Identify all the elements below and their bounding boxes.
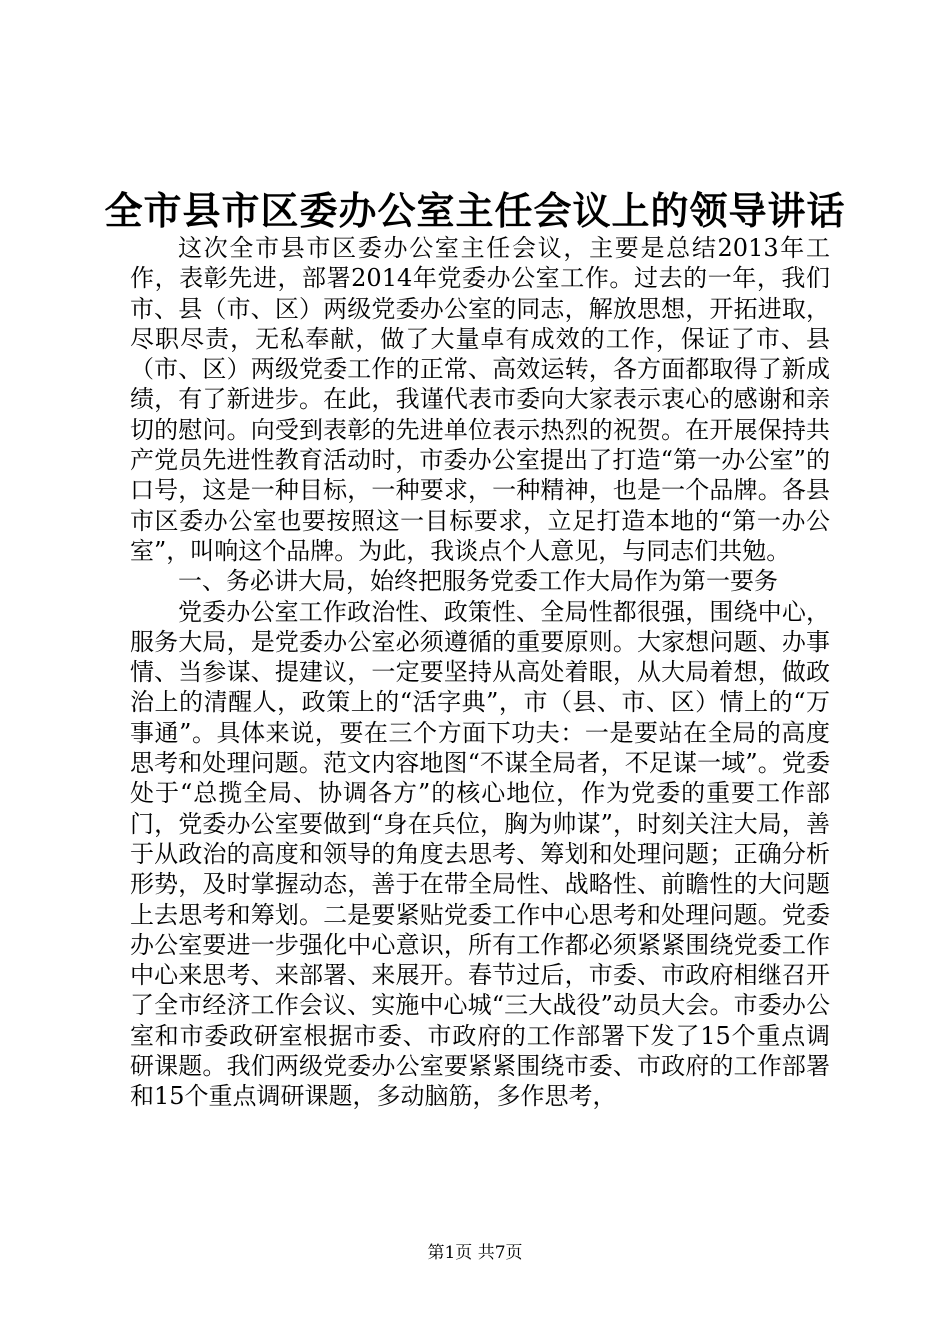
- paragraph-intro: 这次全市县市区委办公室主任会议，主要是总结2013年工作，表彰先进，部署2014年党委办公室工作。过去的一年，我们市、县（市、区）两级党委办公室的同志，解放思想，开拓进取，尽职尽责，无私奉献，做了大量卓有成效的工作，保证了市、县（市、区）两级党委工作的正常、高效运转，各方面都取得了新成绩，有了新进步。在此，我谨代表市委向大家表示衷心的感谢和亲切的慰问。向受到表彰的先进单位表示热烈的祝贺。在开展保持共产党员先进性教育活动时，市委办公室提出了打造“第一办公室”的口号，这是一种目标，一种要求，一种精神，也是一个品牌。各县市区委办公室也要按照这一目标要求，立足打造本地的“第一办公室”，叫响这个品牌。为此，我谈点个人意见，与同志们共勉。: [130, 234, 830, 565]
- page-number-footer: 第1页 共7页: [427, 1243, 523, 1263]
- section-heading-1: 一、务必讲大局，始终把服务党委工作大局作为第一要务: [178, 567, 778, 596]
- document-body: [130, 233, 830, 1112]
- paragraph-section-1: 党委办公室工作政治性、政策性、全局性都很强，围绕中心，服务大局，是党委办公室必须遵循的重要原则。大家想问题、办事情、当参谋、提建议，一定要坚持从高处着眼，从大局着想，做政治上的清醒人，政策上的“活字典”，市（县、市、区）情上的“万事通”。具体来说，要在三个方面下功夫：一是要站在全局的高度思考和处理问题。范文内容地图“不谋全局者，不足谋一域”。党委处于“总揽全局、协调各方”的核心地位，作为党委的重要工作部门，党委办公室要做到“身在兵位，胸为帅谋”，时刻关注大局，善于从政治的高度和领导的角度去思考、筹划和处理问题；正确分析形势，及时掌握动态，善于在带全局性、战略性、前瞻性的大问题上去思考和筹划。二是要紧贴党委工作中心思考和处理问题。党委办公室要进一步强化中心意识，所有工作都必须紧紧围绕党委工作中心来思考、来部署、来展开。春节过后，市委、市政府相继召开了全市经济工作会议、实施中心城“三大战役”动员大会。市委办公室和市委政研室根据市委、市政府的工作部署下发了15个重点调研课题。我们两级党委办公室要紧紧围绕市委、市政府的工作部署和15个重点调研课题，多动脑筋，多作思考，: [130, 597, 830, 1111]
- document-title: 全市县市区委办公室主任会议上的领导讲话: [104, 189, 846, 233]
